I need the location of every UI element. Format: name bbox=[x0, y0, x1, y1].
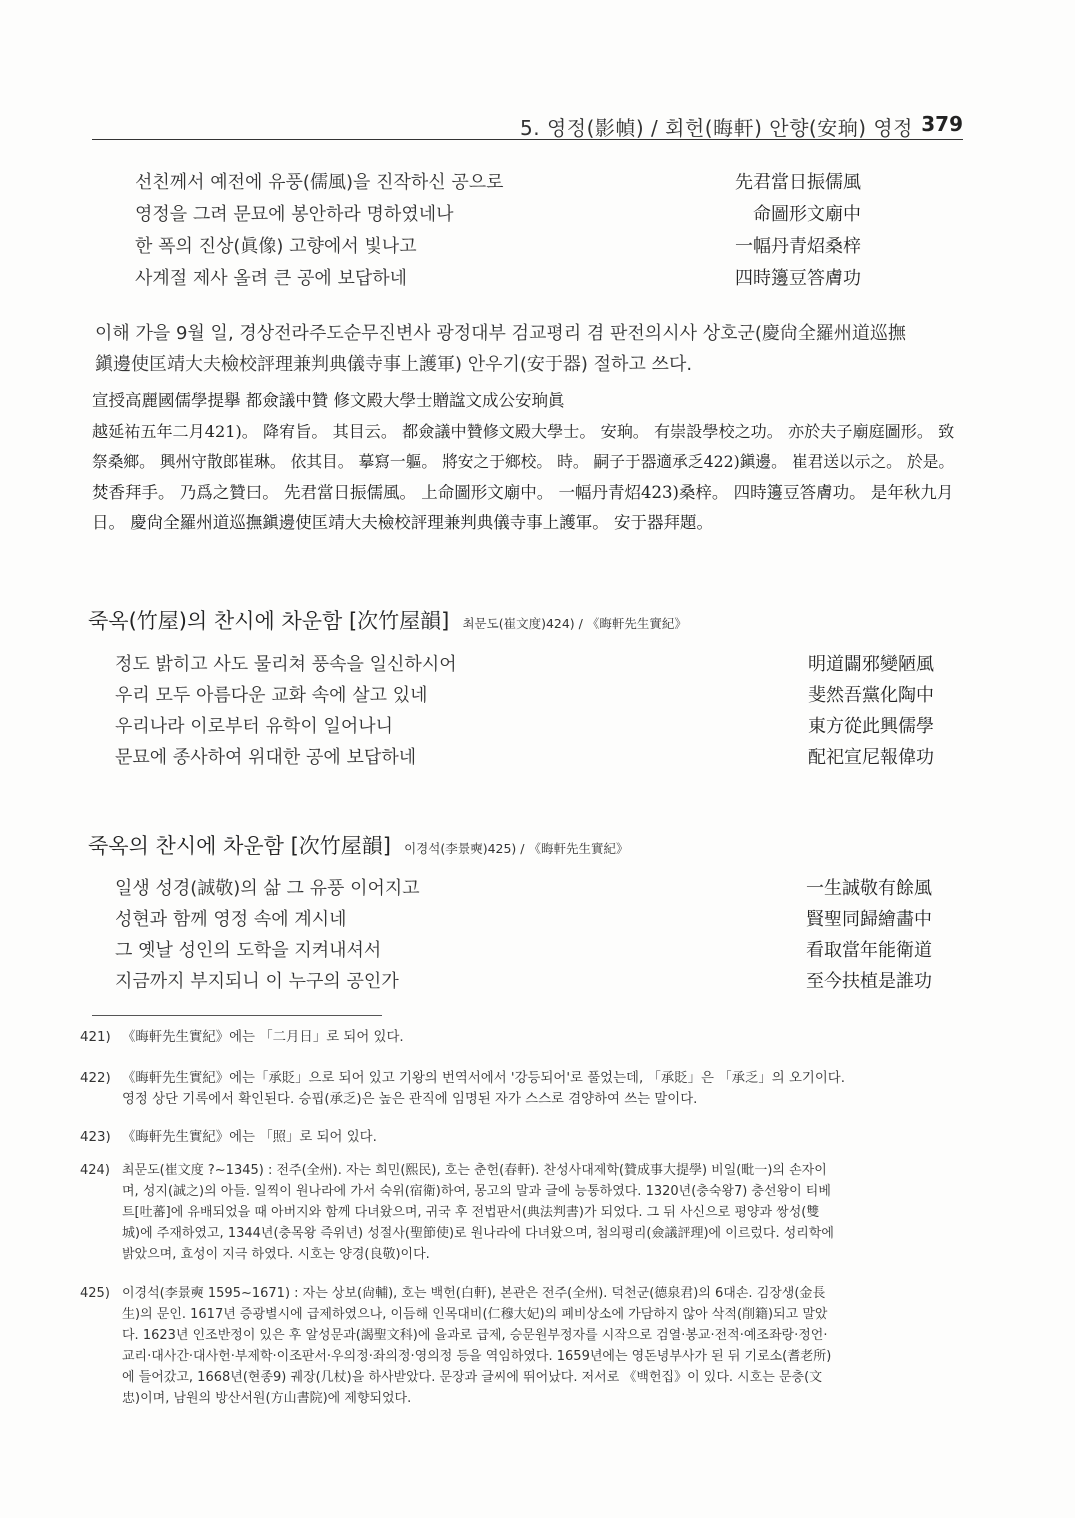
footnote-line: 《晦軒先生實紀》에는 「二月日」로 되어 있다. bbox=[122, 1030, 404, 1045]
poem-korean: 정도 밝히고 사도 물리쳐 풍속을 일신하시어 bbox=[115, 654, 457, 675]
footnote-line: 生)의 문인. 1617년 증광별시에 급제하였으나, 이듬해 인목대비(仁穆大妃)의 폐비상소에 가담하지 않아 삭적(削籍)되고 말았 bbox=[122, 1307, 828, 1322]
poem-line bbox=[0, 168, 1075, 200]
footnote-number: 421) bbox=[80, 1030, 111, 1045]
page-number: 379 bbox=[921, 112, 963, 136]
poem-line bbox=[0, 200, 1075, 232]
poem-hanja: 東方從此興儒學 bbox=[808, 716, 934, 737]
poem-line bbox=[0, 264, 1075, 296]
footnote-line: 城)에 주재하였고, 1344년(충목왕 즉위년) 성절사(聖節使)로 원나라에 다녀왔으며, 첨의평리(僉議評理)에 이르렀다. 성리학에 bbox=[122, 1226, 834, 1241]
footnote-line: 에 들어갔고, 1668년(현종9) 궤장(几杖)을 하사받았다. 문장과 글씨에 뛰어났다. 저서로 《백헌집》이 있다. 시호는 문충(文 bbox=[122, 1370, 823, 1385]
footnote-number: 424) bbox=[80, 1163, 110, 1178]
footnote-421 bbox=[80, 1027, 965, 1048]
footnote-line: 트[吐蕃]에 유배되었을 때 아버지와 함께 다녀왔으며, 귀국 후 전법판서(典法判書)가 되었다. 그 뒤 사신으로 평양과 쌍성(雙 bbox=[122, 1205, 820, 1220]
poem-hanja: 至今扶植是誰功 bbox=[806, 971, 932, 992]
poem-korean: 우리나라 이로부터 유학이 일어나니 bbox=[115, 716, 393, 737]
section-heading bbox=[88, 830, 628, 860]
poem-line bbox=[0, 743, 1075, 775]
poem-korean: 일생 성경(誠敬)의 삶 그 유풍 이어지고 bbox=[115, 878, 420, 899]
poem-hanja: 賢聖同歸繪畵中 bbox=[806, 909, 932, 930]
footnote-line: 忠)이며, 남원의 방산서원(方山書院)에 제향되었다. bbox=[122, 1391, 412, 1406]
poem-korean: 사계절 제사 올려 큰 공에 보답하네 bbox=[135, 268, 408, 289]
poem-hanja: 四時籩豆答膚功 bbox=[735, 268, 861, 289]
poem-korean: 우리 모두 아름다운 교화 속에 살고 있네 bbox=[115, 685, 428, 706]
footnote-line: 며, 성지(誠之)의 아들. 일찍이 원나라에 가서 숙위(宿衛)하여, 몽고의 말과 글에 능통하였다. 1320년(충숙왕7) 충선왕이 티베 bbox=[122, 1184, 831, 1199]
header-rule bbox=[92, 139, 963, 140]
poem-line bbox=[0, 681, 1075, 713]
footnote-line: 교리·대사간·대사헌·부제학·이조판서·우의정·좌의정·영의정 등을 역임하였다. 1659년에는 영돈녕부사가 된 뒤 기로소(耆老所) bbox=[122, 1349, 832, 1364]
running-header bbox=[92, 112, 963, 138]
colophon-paragraph bbox=[95, 318, 963, 380]
footnote-rule bbox=[92, 1015, 382, 1016]
section-title: 죽옥(竹屋)의 찬시에 차운함 [次竹屋韻] bbox=[88, 609, 450, 633]
poem-korean: 성현과 함께 영정 속에 계시네 bbox=[115, 909, 347, 930]
poem-korean: 영정을 그려 문묘에 봉안하라 명하였네나 bbox=[135, 204, 454, 225]
section-heading bbox=[88, 605, 687, 635]
poem-hanja: 一幅丹青炤桑梓 bbox=[735, 236, 861, 257]
hanmun-line: 祭桑鄉。 興州守散郎崔琳。 依其目。 摹寫一軀。 將安之于鄉校。 時。 嗣子于器適承乏422)鎭邊。 崔君送以示之。 於是。 bbox=[92, 452, 955, 471]
footnote-line: 다. 1623년 인조반정이 있은 후 알성문과(謁聖文科)에 을과로 급제, 승문원부정자를 시작으로 검열·봉교·전적·예조좌랑·정언· bbox=[122, 1328, 828, 1343]
poem-line bbox=[0, 650, 1075, 682]
poem-korean: 그 옛날 성인의 도학을 지켜내셔서 bbox=[115, 940, 382, 961]
poem-line bbox=[0, 232, 1075, 264]
footnote-425 bbox=[80, 1283, 965, 1409]
footnote-422 bbox=[80, 1068, 965, 1110]
hanmun-text bbox=[92, 386, 963, 539]
poem-hanja: 一生誠敬有餘風 bbox=[806, 878, 932, 899]
section-source: 이경석(李景奭)425) / 《晦軒先生實紀》 bbox=[404, 841, 629, 856]
footnote-number: 425) bbox=[80, 1286, 110, 1301]
footnote-line: 《晦軒先生實紀》에는「承貶」으로 되어 있고 기왕의 번역서에서 '강등되어'로 풀었는데, 「承貶」은 「承乏」의 오기이다. bbox=[122, 1071, 845, 1086]
section-source: 최문도(崔文度)424) / 《晦軒先生實紀》 bbox=[462, 616, 687, 631]
hanmun-line: 越延祐五年二月421)。 降宥旨。 其目云。 都僉議中贊修文殿大學士。 安珦。 有崇設學校之功。 亦於夫子廟庭圖形。 致 bbox=[92, 421, 955, 441]
poem-line bbox=[0, 905, 1075, 937]
hanmun-line: 焚香拜手。 乃爲之贊曰。 先君當日振儒風。 上命圖形文廟中。 一幅丹青炤423)桑梓。 四時籩豆答膚功。 是年秋九月 bbox=[92, 482, 954, 502]
poem-line bbox=[0, 874, 1075, 906]
header-title: 5. 영정(影幀) / 회헌(晦軒) 안향(安珦) 영정 bbox=[520, 116, 913, 140]
poem-line bbox=[0, 712, 1075, 744]
footnote-424 bbox=[80, 1160, 965, 1265]
poem-hanja: 先君當日振儒風 bbox=[735, 172, 861, 193]
footnote-line: 《晦軒先生實紀》에는 「照」로 되어 있다. bbox=[122, 1130, 377, 1145]
footnote-line: 최문도(崔文度 ?~1345) : 전주(全州). 자는 희민(熙民), 호는 춘헌(春軒). 찬성사대제학(贊成事大提學) 비일(毗一)의 손자이 bbox=[122, 1163, 827, 1178]
poem-line bbox=[0, 936, 1075, 968]
hanmun-line: 日。 慶尙全羅州道巡撫鎭邊使匡靖大夫檢校評理兼判典儀寺事上護軍。 安于器拜題。 bbox=[92, 513, 713, 532]
poem-hanja: 命圖形文廟中 bbox=[753, 204, 861, 225]
paragraph-line: 이해 가을 9월 일, 경상전라주도순무진변사 광정대부 검교평리 겸 판전의시사 상호군(慶尙全羅州道巡撫 bbox=[95, 323, 906, 344]
section-title: 죽옥의 찬시에 차운함 [次竹屋韻] bbox=[88, 834, 391, 858]
footnote-423 bbox=[80, 1127, 965, 1148]
footnote-line: 밝았으며, 효성이 지극 하였다. 시호는 양경(良敬)이다. bbox=[122, 1247, 430, 1262]
poem-hanja: 配祀宣尼報偉功 bbox=[808, 747, 934, 768]
footnote-line: 영정 상단 기록에서 확인된다. 승핍(承乏)은 높은 관직에 임명된 자가 스스로 겸양하여 쓰는 말이다. bbox=[122, 1092, 698, 1107]
paragraph-line: 鎭邊使匡靖大夫檢校評理兼判典儀寺事上護軍) 안우기(安于器) 절하고 쓰다. bbox=[95, 354, 693, 375]
poem-line bbox=[0, 967, 1075, 999]
poem-hanja: 斐然吾黨化陶中 bbox=[808, 685, 934, 706]
footnote-number: 422) bbox=[80, 1071, 111, 1086]
poem-korean: 지금까지 부지되니 이 누구의 공인가 bbox=[115, 971, 399, 992]
hanmun-line: 宣授高麗國儒學提擧 都僉議中贊 修文殿大學士贈諡文成公安珦眞 bbox=[92, 391, 565, 410]
footnote-number: 423) bbox=[80, 1130, 111, 1145]
poem-hanja: 明道闢邪變陋風 bbox=[808, 654, 934, 675]
footnote-line: 이경석(李景奭 1595~1671) : 자는 상보(尙輔), 호는 백헌(白軒), 본관은 전주(全州). 덕천군(德泉君)의 6대손. 김장생(金長 bbox=[122, 1286, 826, 1301]
poem-korean: 선친께서 예전에 유풍(儒風)을 진작하신 공으로 bbox=[135, 172, 504, 193]
poem-korean: 한 폭의 진상(眞像) 고향에서 빛나고 bbox=[135, 236, 417, 257]
poem-hanja: 看取當年能衛道 bbox=[806, 940, 932, 961]
poem-korean: 문묘에 종사하여 위대한 공에 보답하네 bbox=[115, 747, 417, 768]
